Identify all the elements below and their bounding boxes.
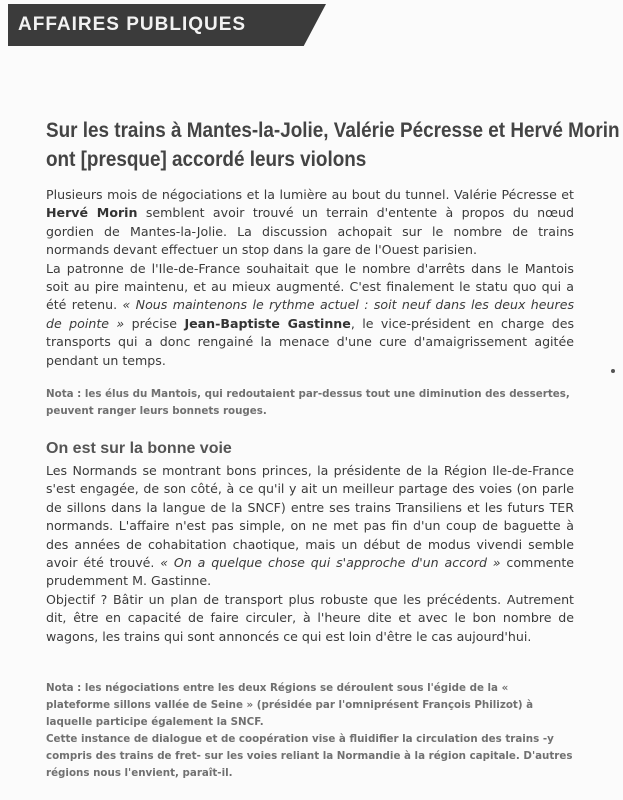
paragraph-1-text-a: Plusieurs mois de négociations et la lumière au bout du tunnel. Valérie Pécresse et — [46, 187, 574, 202]
person-name-gastinne: Jean-Baptiste Gastinne — [184, 315, 351, 331]
article-title-line-2: ont [presque] accordé leurs violons — [46, 148, 367, 171]
paragraph-2 — [46, 260, 574, 370]
margin-dot — [611, 369, 615, 373]
note-3-text: Cette instance de dialogue et de coopération vise à fluidifier la circulation des trains -y compris des trains de fret- sur les voies reliant la Normandie à la région capitale. D'autres régions nous l'envient, paraît-il. — [46, 733, 573, 779]
paragraph-3-text-b: commente prudemment M. Gastinne. — [46, 555, 575, 589]
note-1 — [46, 386, 574, 420]
subheading: On est sur la bonne voie — [46, 440, 232, 457]
note-1-text: Nota : les élus du Mantois, qui redoutaient par-dessus tout une diminution des dessertes, peuvent ranger leurs bonnets rouges. — [46, 388, 570, 417]
quote-gastinne-1: « Nous maintenons le rythme actuel : soit neuf dans les deux heures de pointe » — [46, 297, 574, 331]
paragraph-2-text-b: précise — [124, 315, 185, 331]
paragraph-2-text-c: , le vice-président en charge des transports qui a donc rengainé la menace d'une cure d'amaigrissement agitée pendant un temps. — [46, 315, 575, 368]
note-2-text: Nota : les négociations entre les deux Régions se déroulent sous l'égide de la « plateforme sillons vallée de Seine » (présidée par l'omniprésent François Philizot) à laquelle participe également la SNCF. — [46, 682, 534, 728]
paragraph-3-text-a: Les Normands se montrant bons princes, la présidente de la Région Ile-de-France s'est engagée, de son côté, à ce qu'il y ait un meilleur partage des voies (on parle de sillons dans la langue de la SNCF) entre ses trains Transiliens et les futurs TER normands. L'affaire n'est pas simple, on ne met pas fin d'un coup de baguette à des années de cohabitation chaotique, mais un début de modus vivendi semble avoir été trouvé. — [46, 463, 574, 571]
person-name-morin: Hervé Morin — [46, 205, 138, 221]
paragraph-1-text-b: semblent avoir trouvé un terrain d'entente à propos du nœud gordien de Mantes-la-Jolie. La discussion achopait sur le nombre de trains normands devant effectuer un stop dans la gare de l'Ouest parisien. — [46, 205, 574, 258]
quote-gastinne-2: « On a quelque chose qui s'approche d'un accord » — [160, 555, 501, 571]
article-title — [46, 116, 620, 174]
article-title-line-1: Sur les trains à Mantes-la-Jolie, Valérie Pécresse et Hervé Morin — [46, 119, 620, 142]
section-label: AFFAIRES PUBLIQUES — [18, 14, 247, 35]
article-body — [46, 462, 574, 646]
note-2 — [46, 680, 574, 782]
paragraph-3 — [46, 462, 574, 591]
paragraph-1 — [46, 186, 574, 260]
article-intro — [46, 186, 574, 370]
paragraph-4: Objectif ? Bâtir un plan de transport plus robuste que les précédents. Autrement dit, être en capacité de faire circuler, à l'heure dite et avec le bon nombre de wagons, les trains qui sont annoncés ce qui est loin d'être le cas aujourd'hui. — [46, 591, 574, 644]
paragraph-2-text-a: La patronne de l'Ile-de-France souhaitait que le nombre d'arrêts dans le Mantois soit au pire maintenu, et au mieux augmenté. C'est finalement le statu quo qui a été retenu. — [46, 260, 574, 313]
